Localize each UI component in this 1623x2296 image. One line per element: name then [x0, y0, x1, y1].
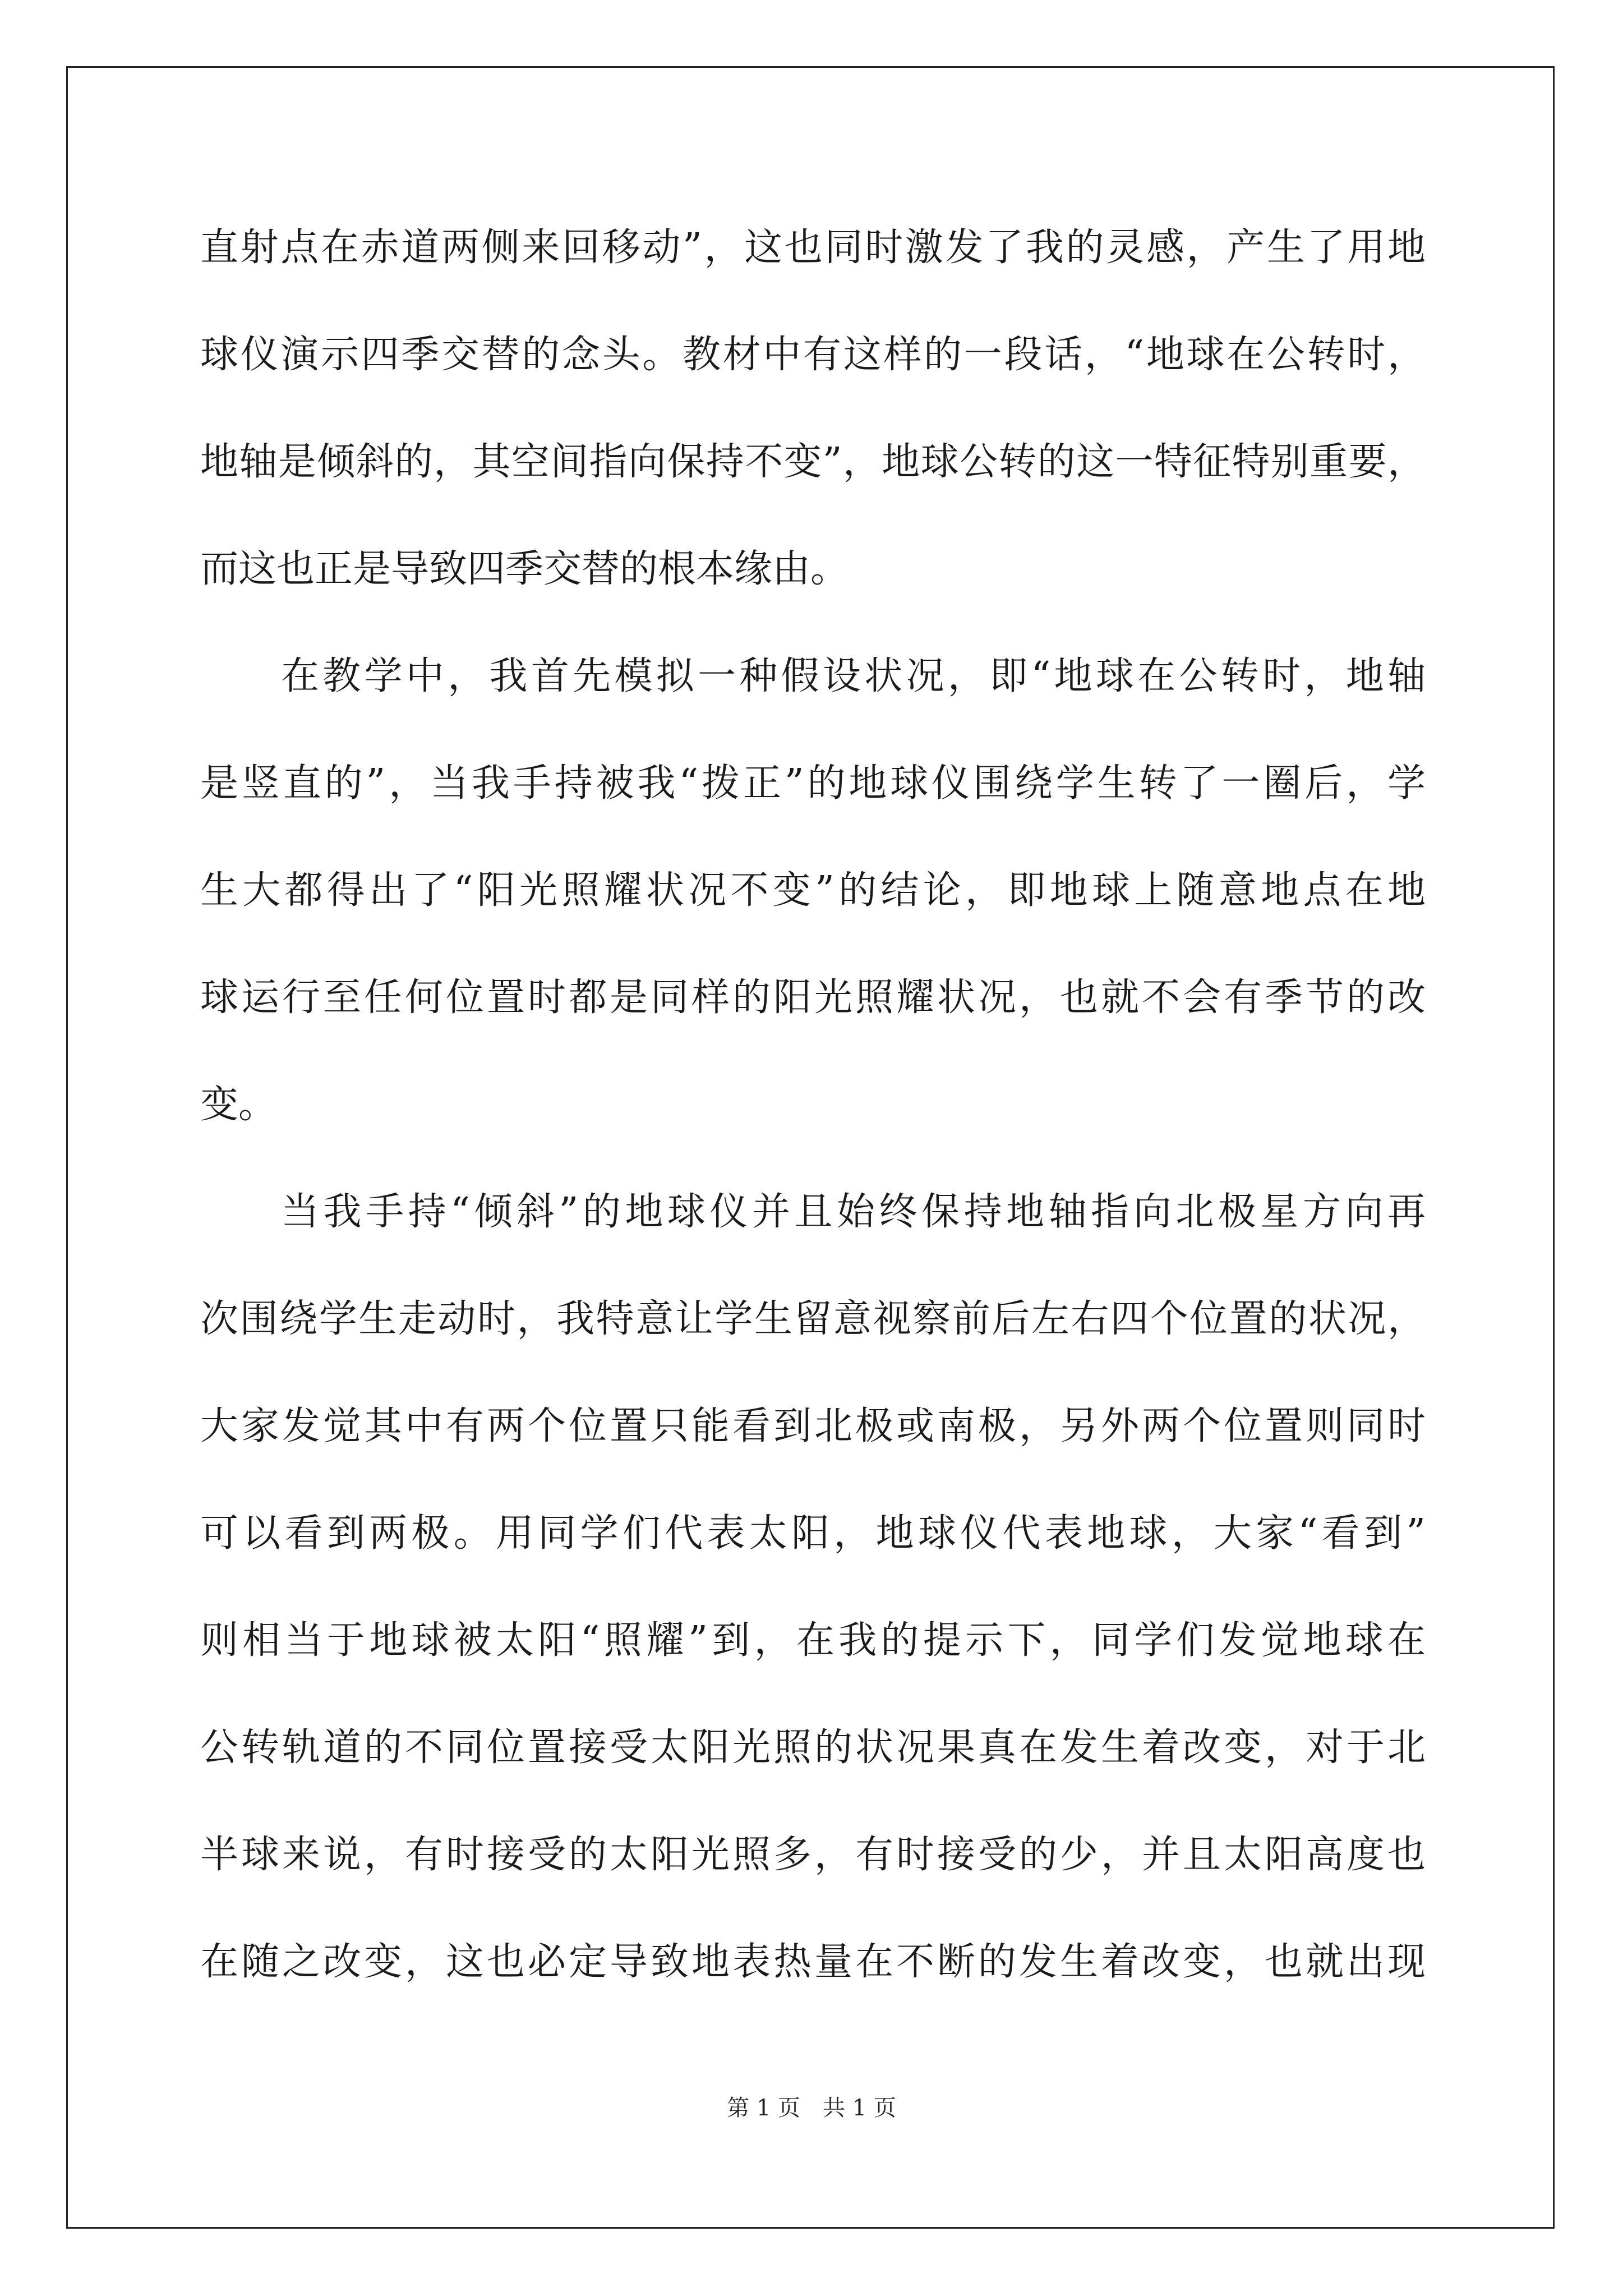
text-line: 是竖直的”，当我手持被我“拨正”的地球仪围绕学生转了一圈后，学 — [200, 761, 1426, 806]
text-line: 而这也正是导致四季交替的根本缘由。 — [200, 547, 849, 591]
text-line: 半球来说，有时接受的太阳光照多，有时接受的少，并且太阳高度也 — [200, 1833, 1426, 1877]
document-body — [200, 222, 1426, 2043]
text-line: 大家发觉其中有两个位置只能看到北极或南极，另外两个位置则同时 — [200, 1404, 1426, 1448]
text-line: 球运行至任何位置时都是同样的阳光照耀状况，也就不会有季节的改 — [200, 976, 1426, 1020]
text-line: 变。 — [200, 1083, 277, 1127]
text-line: 可以看到两极。用同学们代表太阳，地球仪代表地球，大家“看到” — [200, 1511, 1426, 1556]
text-line: 地轴是倾斜的，其空间指向保持不变”，地球公转的这一特征特别重要， — [200, 440, 1426, 484]
text-line: 直射点在赤道两侧来回移动”，这也同时激发了我的灵感，产生了用地 — [200, 226, 1426, 270]
text-line: 在随之改变，这也必定导致地表热量在不断的发生着改变，也就出现 — [200, 1940, 1426, 1984]
text-line: 在教学中，我首先模拟一种假设状况，即“地球在公转时，地轴 — [281, 654, 1426, 698]
page-footer: 第 1 页 共 1 页 — [727, 2095, 896, 2121]
text-line: 当我手持“倾斜”的地球仪并且始终保持地轴指向北极星方向再 — [281, 1190, 1426, 1234]
text-line: 则相当于地球被太阳“照耀”到，在我的提示下，同学们发觉地球在 — [200, 1618, 1426, 1663]
text-line: 生大都得出了“阳光照耀状况不变”的结论，即地球上随意地点在地 — [200, 868, 1426, 913]
text-line: 公转轨道的不同位置接受太阳光照的状况果真在发生着改变，对于北 — [200, 1726, 1426, 1770]
text-line: 球仪演示四季交替的念头。教材中有这样的一段话，“地球在公转时， — [200, 333, 1426, 377]
text-line: 次围绕学生走动时，我特意让学生留意视察前后左右四个位置的状况， — [200, 1297, 1426, 1341]
